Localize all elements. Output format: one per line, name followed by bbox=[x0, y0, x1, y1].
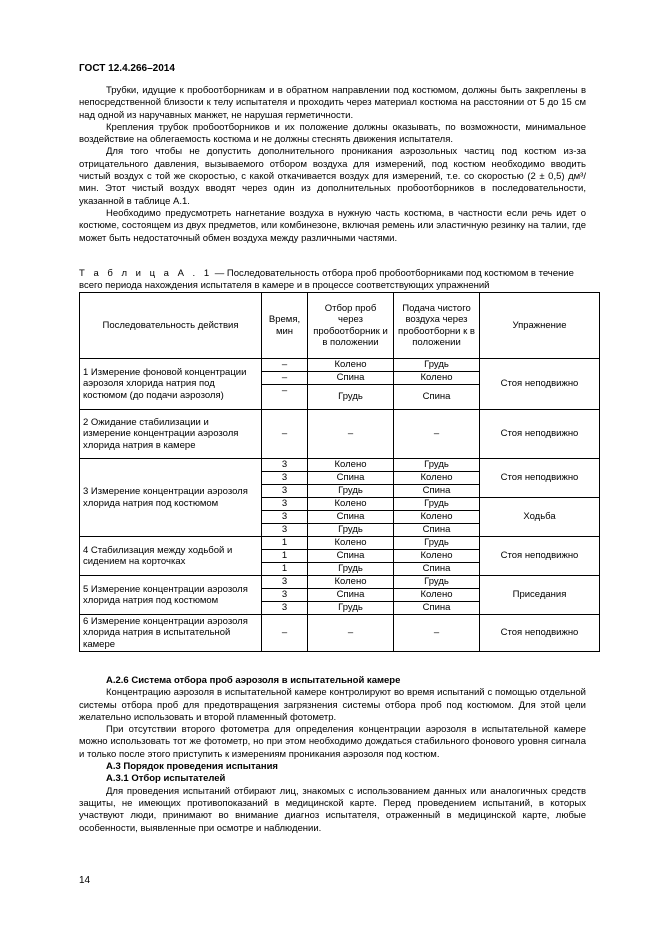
time-cell: – bbox=[262, 615, 308, 652]
paragraph: Трубки, идущие к пробоотборникам и в обратном направлении под костюмом, должны быть закреплены в непосредственной близости к телу испытателя и проходить через материал костюма на расстоянии от 5 до 15 см над одной из наручавных манжет, не нарушая герметичности. bbox=[79, 85, 586, 121]
sections-text bbox=[79, 675, 586, 835]
sample-cell: – bbox=[308, 615, 394, 652]
time-cell: 3 bbox=[262, 589, 308, 602]
time-cell: 3 bbox=[262, 576, 308, 589]
document-header: ГОСТ 12.4.266–2014 bbox=[79, 63, 175, 74]
time-cell: 1 bbox=[262, 550, 308, 563]
time-cell: 1 bbox=[262, 537, 308, 550]
sample-cell: Спина bbox=[308, 550, 394, 563]
paragraph: Необходимо предусмотреть нагнетание воздуха в нужную часть костюма, в частности если речь идет о костюме, состоящем из двух предметов, или комбинезоне, включая ремень или эластичную резинку на талии, где может быть недостаточный обмен воздуха между различными частями. bbox=[79, 207, 586, 244]
sample-cell: – bbox=[308, 410, 394, 459]
table-row bbox=[80, 615, 600, 652]
table-row bbox=[80, 410, 600, 459]
supply-cell: Спина bbox=[394, 602, 480, 615]
exercise-cell: Стоя неподвижно bbox=[480, 615, 600, 652]
supply-cell: Колено bbox=[394, 550, 480, 563]
time-cell: 3 bbox=[262, 498, 308, 511]
supply-cell: Колено bbox=[394, 472, 480, 485]
exercise-cell: Стоя неподвижно bbox=[480, 410, 600, 459]
paragraph: Концентрацию аэрозоля в испытательной камере контролируют во время испытаний с помощью отдельной системы отбора проб для предотвращения загрязнения системы отбора проб под костюмом. Для этой цели желательно использовать и второй пламенный фотометр. bbox=[79, 687, 586, 723]
sample-cell: Колено bbox=[308, 576, 394, 589]
supply-cell: Спина bbox=[394, 485, 480, 498]
header-sample: Отбор проб через пробоотборник и в положении bbox=[308, 293, 394, 359]
time-cell: 3 bbox=[262, 472, 308, 485]
action-cell: 3 Измерение концентрации аэрозоля хлорида натрия под костюмом bbox=[80, 459, 262, 537]
action-cell: 6 Измерение концентрации аэрозоля хлорида натрия в испытательной камере bbox=[80, 615, 262, 652]
table-row bbox=[80, 537, 600, 550]
time-cell: – bbox=[262, 410, 308, 459]
time-cell: 3 bbox=[262, 459, 308, 472]
supply-cell: Колено bbox=[394, 589, 480, 602]
time-cell: – bbox=[262, 385, 308, 410]
time-cell: 3 bbox=[262, 602, 308, 615]
supply-cell: Грудь bbox=[394, 359, 480, 372]
time-cell: – bbox=[262, 372, 308, 385]
sample-cell: Грудь bbox=[308, 485, 394, 498]
supply-cell: Грудь bbox=[394, 576, 480, 589]
time-cell: – bbox=[262, 359, 308, 372]
sample-cell: Грудь bbox=[308, 563, 394, 576]
table-row bbox=[80, 459, 600, 472]
sample-cell: Спина bbox=[308, 372, 394, 385]
time-cell: 3 bbox=[262, 524, 308, 537]
section-heading: А.3 Порядок проведения испытания bbox=[106, 761, 278, 773]
action-cell: 4 Стабилизация между ходьбой и сидением на корточках bbox=[80, 537, 262, 576]
supply-cell: – bbox=[394, 410, 480, 459]
supply-cell: Спина bbox=[394, 563, 480, 576]
header-exercise: Упражнение bbox=[480, 293, 600, 359]
supply-cell: Спина bbox=[394, 524, 480, 537]
table-row bbox=[80, 359, 600, 372]
paragraph: Для проведения испытаний отбирают лиц, знакомых с использованием данных или аналогичных средств защиты, не имеющих противопоказаний в медицинской карте. Перед проведением испытаний, в которых участвуют люди, принимают во внимание диагноз испытателя, отраженный в медицинской карте, любые особенности, выявленные при осмотре и наблюдении. bbox=[79, 785, 586, 834]
header-action: Последовательность действия bbox=[80, 293, 262, 359]
exercise-cell: Ходьба bbox=[480, 498, 600, 537]
time-cell: 1 bbox=[262, 563, 308, 576]
table-row bbox=[80, 576, 600, 589]
supply-cell: Колено bbox=[394, 511, 480, 524]
supply-cell: Грудь bbox=[394, 537, 480, 550]
sample-cell: Грудь bbox=[308, 385, 394, 410]
exercise-cell: Стоя неподвижно bbox=[480, 359, 600, 410]
paragraph: Для того чтобы не допустить дополнительного проникания аэрозольных частиц под костюм из-за отрицательного давления, вызываемого отбором воздуха для измерений, под костюм необходимо вводить чистый воздух с той же скоростью, с какой откачивается воздух для измерений, т.е. со скоростью (2 ± 0,5) дм³/мин. Этот чистый воздух вводят через один из дополнительных пробоотборников в последовательности, указанной в таблице А.1. bbox=[79, 146, 586, 207]
sample-cell: Спина bbox=[308, 589, 394, 602]
sample-cell: Колено bbox=[308, 359, 394, 372]
table-caption bbox=[79, 268, 586, 292]
page-number: 14 bbox=[79, 875, 91, 886]
table-header-row bbox=[80, 293, 600, 359]
intro-text bbox=[79, 85, 586, 245]
sample-cell: Грудь bbox=[308, 524, 394, 537]
sample-cell: Колено bbox=[308, 498, 394, 511]
section-heading: А.3.1 Отбор испытателей bbox=[106, 773, 226, 785]
paragraph: Крепления трубок пробоотборников и их положение должны оказывать, по возможности, минимальное воздействие на облегаемость костюма и не должны стеснять движения испытателя. bbox=[79, 121, 586, 146]
sample-cell: Колено bbox=[308, 459, 394, 472]
supply-cell: Спина bbox=[394, 385, 480, 410]
sample-cell: Спина bbox=[308, 511, 394, 524]
sample-cell: Грудь bbox=[308, 602, 394, 615]
action-cell: 5 Измерение концентрации аэрозоля хлорида натрия под костюмом bbox=[80, 576, 262, 615]
action-cell: 1 Измерение фоновой концентрации аэрозоля хлорида натрия под костюмом (до подачи аэрозоля) bbox=[80, 359, 262, 410]
supply-cell: Грудь bbox=[394, 459, 480, 472]
header-supply: Подача чистого воздуха через пробоотборни к в положении bbox=[394, 293, 480, 359]
header-time: Время, мин bbox=[262, 293, 308, 359]
supply-cell: – bbox=[394, 615, 480, 652]
table-caption-text: — Последовательность отбора проб пробоотборниками под костюмом в течение всего периода нахождения испытателя в камере и в процессе соответствующих упражнений bbox=[79, 268, 574, 291]
paragraph: При отсутствии второго фотометра для определения концентрации аэрозоля в испытательной камере можно использовать тот же фотометр, но при этом необходимо дождаться стабильного фонового уровня сигнала и только после этого приступить к измерениям проникания аэрозоля под костюм. bbox=[79, 724, 586, 760]
table-label: Т а б л и ц а А . 1 bbox=[79, 268, 213, 279]
sample-cell: Колено bbox=[308, 537, 394, 550]
sample-cell: Спина bbox=[308, 472, 394, 485]
exercise-cell: Стоя неподвижно bbox=[480, 537, 600, 576]
section-heading: А.2.6 Система отбора проб аэрозоля в испытательной камере bbox=[106, 675, 401, 686]
time-cell: 3 bbox=[262, 511, 308, 524]
sampling-sequence-table bbox=[79, 292, 600, 652]
action-cell: 2 Ожидание стабилизации и измерение концентрации аэрозоля хлорида натрия в камере bbox=[80, 410, 262, 459]
supply-cell: Грудь bbox=[394, 498, 480, 511]
supply-cell: Колено bbox=[394, 372, 480, 385]
exercise-cell: Приседания bbox=[480, 576, 600, 615]
exercise-cell: Стоя неподвижно bbox=[480, 459, 600, 498]
time-cell: 3 bbox=[262, 485, 308, 498]
